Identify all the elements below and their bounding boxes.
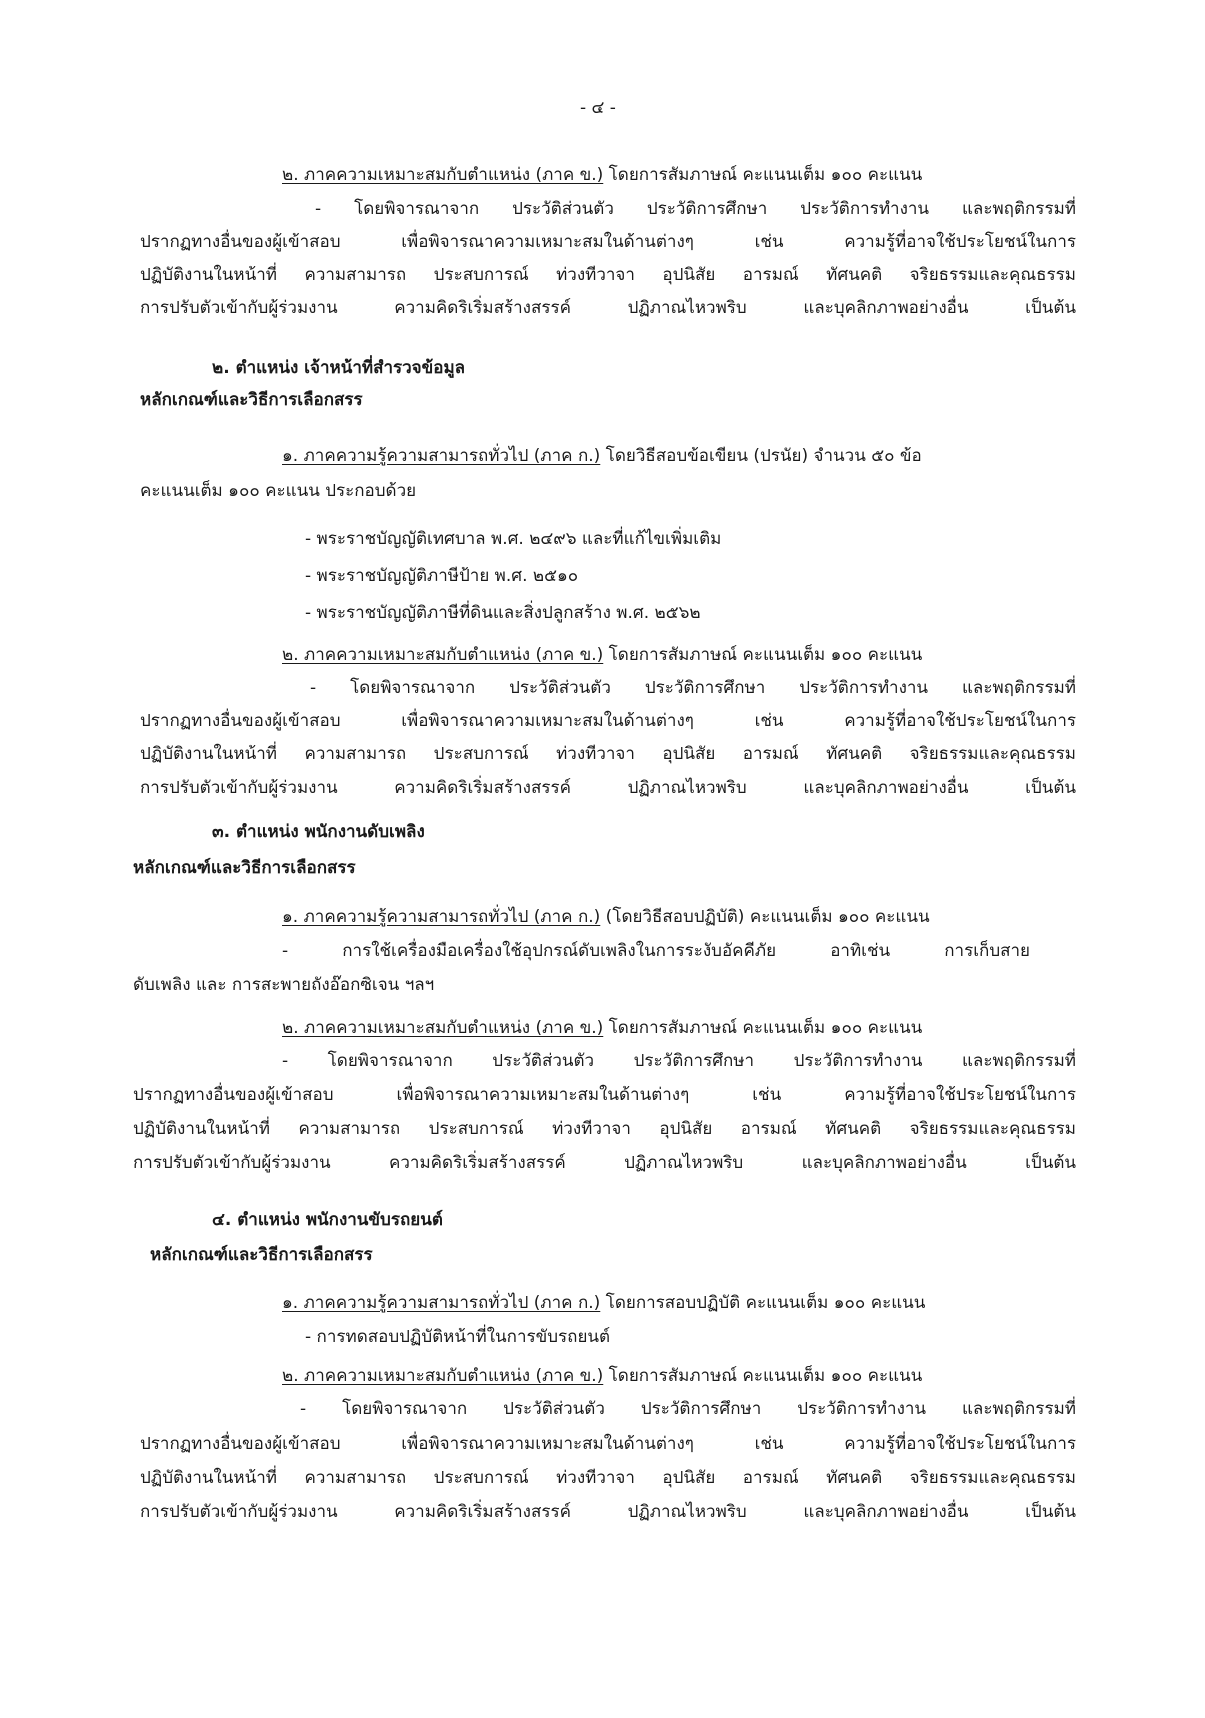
section-4-part-a	[282, 1288, 925, 1318]
section-4-item: - การทดสอบปฏิบัติหน้าที่ในการขับรถยนต์	[305, 1327, 611, 1347]
interview-desc-line-3: ปฏิบัติงานในหน้าที่ ความสามารถ ประสบการณ์ ท่วงทีวาจา อุปนิสัย อารมณ์ ทัศนคติ จริยธรรมและคุณธรรม	[140, 265, 1076, 285]
section-2-part-b	[282, 640, 922, 670]
section-2-desc-line-3: ปฏิบัติงานในหน้าที่ ความสามารถ ประสบการณ์ ท่วงทีวาจา อุปนิสัย อารมณ์ ทัศนคติ จริยธรรมและคุณธรรม	[140, 744, 1076, 764]
section-4-title: ๔. ตำแหน่ง พนักงานขับรถยนต์	[212, 1210, 443, 1230]
interview-part-heading	[282, 160, 922, 190]
section-2-part-a	[282, 441, 922, 471]
part-b-label: ๒. ภาคความเหมาะสมกับตำแหน่ง (ภาค ข.)	[282, 1366, 604, 1386]
section-4-desc-line-4: การปรับตัวเข้ากับผู้ร่วมงาน ความคิดริเริ่มสร้างสรรค์ ปฏิภาณไหวพริบ และบุคลิกภาพอย่างอื่น เป็นต้น	[140, 1502, 1076, 1522]
section-3-item-line-1: - การใช้เครื่องมือเครื่องใช้อุปกรณ์ดับเพลิงในการระงับอัคคีภัย อาทิเช่น การเก็บสาย	[282, 941, 1030, 961]
section-3-item-line-2: ดับเพลิง และ การสะพายถังอ๊อกซิเจน ฯลฯ	[133, 975, 435, 995]
part-b-rest: โดยการสัมภาษณ์ คะแนนเต็ม ๑๐๐ คะแนน	[603, 1018, 923, 1038]
part-a-rest: โดยการสอบปฏิบัติ คะแนนเต็ม ๑๐๐ คะแนน	[600, 1293, 926, 1313]
part-a-rest: โดยวิธีสอบข้อเขียน (ปรนัย) จำนวน ๕๐ ข้อ	[600, 446, 922, 466]
part-a-rest: (โดยวิธีสอบปฏิบัติ) คะแนนเต็ม ๑๐๐ คะแนน	[600, 907, 930, 927]
section-2-part-a-cont: คะแนนเต็ม ๑๐๐ คะแนน ประกอบด้วย	[140, 481, 417, 501]
section-4-desc-line-3: ปฏิบัติงานในหน้าที่ ความสามารถ ประสบการณ์ ท่วงทีวาจา อุปนิสัย อารมณ์ ทัศนคติ จริยธรรมและคุณธรรม	[140, 1468, 1076, 1488]
section-4-desc-line-2: ปรากฏทางอื่นของผู้เข้าสอบ เพื่อพิจารณาความเหมาะสมในด้านต่างๆ เช่น ความรู้ที่อาจใช้ประโยชน์ในการ	[140, 1434, 1076, 1454]
section-2-title: ๒. ตำแหน่ง เจ้าหน้าที่สำรวจข้อมูล	[212, 358, 466, 378]
section-3-part-b	[282, 1013, 922, 1043]
part-b-label: ๒. ภาคความเหมาะสมกับตำแหน่ง (ภาค ข.)	[282, 645, 604, 665]
section-2-desc-line-2: ปรากฏทางอื่นของผู้เข้าสอบ เพื่อพิจารณาความเหมาะสมในด้านต่างๆ เช่น ความรู้ที่อาจใช้ประโยชน์ในการ	[140, 711, 1076, 731]
interview-part-label: ๒. ภาคความเหมาะสมกับตำแหน่ง (ภาค ข.)	[282, 165, 604, 185]
section-4-criteria-heading: หลักเกณฑ์และวิธีการเลือกสรร	[150, 1245, 373, 1265]
part-a-label: ๑. ภาคความรู้ความสามารถทั่วไป (ภาค ก.)	[282, 446, 601, 466]
page-number: - ๔ -	[580, 98, 616, 118]
section-2-criteria-heading: หลักเกณฑ์และวิธีการเลือกสรร	[140, 390, 363, 410]
section-3-desc-line-1: - โดยพิจารณาจาก ประวัติส่วนตัว ประวัติการศึกษา ประวัติการทำงาน และพฤติกรรมที่	[282, 1051, 1076, 1071]
interview-desc-line-1: - โดยพิจารณาจาก ประวัติส่วนตัว ประวัติการศึกษา ประวัติการทำงาน และพฤติกรรมที่	[315, 199, 1076, 219]
section-3-desc-line-4: การปรับตัวเข้ากับผู้ร่วมงาน ความคิดริเริ่มสร้างสรรค์ ปฏิภาณไหวพริบ และบุคลิกภาพอย่างอื่น เป็นต้น	[133, 1153, 1076, 1173]
part-b-rest: โดยการสัมภาษณ์ คะแนนเต็ม ๑๐๐ คะแนน	[603, 645, 923, 665]
section-2-desc-line-1: - โดยพิจารณาจาก ประวัติส่วนตัว ประวัติการศึกษา ประวัติการทำงาน และพฤติกรรมที่	[310, 678, 1076, 698]
section-2-item-2: - พระราชบัญญัติภาษีป้าย พ.ศ. ๒๕๑๐	[305, 566, 579, 586]
section-3-desc-line-3: ปฏิบัติงานในหน้าที่ ความสามารถ ประสบการณ์ ท่วงทีวาจา อุปนิสัย อารมณ์ ทัศนคติ จริยธรรมและคุณธรรม	[133, 1119, 1076, 1139]
section-2-desc-line-4: การปรับตัวเข้ากับผู้ร่วมงาน ความคิดริเริ่มสร้างสรรค์ ปฏิภาณไหวพริบ และบุคลิกภาพอย่างอื่น เป็นต้น	[140, 778, 1076, 798]
part-b-label: ๒. ภาคความเหมาะสมกับตำแหน่ง (ภาค ข.)	[282, 1018, 604, 1038]
section-4-part-b	[282, 1361, 922, 1391]
part-a-label: ๑. ภาคความรู้ความสามารถทั่วไป (ภาค ก.)	[282, 907, 601, 927]
part-a-label: ๑. ภาคความรู้ความสามารถทั่วไป (ภาค ก.)	[282, 1293, 601, 1313]
section-4-desc-line-1: - โดยพิจารณาจาก ประวัติส่วนตัว ประวัติการศึกษา ประวัติการทำงาน และพฤติกรรมที่	[300, 1399, 1076, 1419]
interview-desc-line-2: ปรากฏทางอื่นของผู้เข้าสอบ เพื่อพิจารณาความเหมาะสมในด้านต่างๆ เช่น ความรู้ที่อาจใช้ประโยชน์ในการ	[140, 232, 1076, 252]
section-3-criteria-heading: หลักเกณฑ์และวิธีการเลือกสรร	[133, 858, 356, 878]
section-3-part-a	[282, 902, 930, 932]
section-2-item-3: - พระราชบัญญัติภาษีที่ดินและสิ่งปลูกสร้าง พ.ศ. ๒๕๖๒	[305, 603, 701, 623]
interview-desc-line-4: การปรับตัวเข้ากับผู้ร่วมงาน ความคิดริเริ่มสร้างสรรค์ ปฏิภาณไหวพริบ และบุคลิกภาพอย่างอื่น เป็นต้น	[140, 298, 1076, 318]
section-2-item-1: - พระราชบัญญัติเทศบาล พ.ศ. ๒๔๙๖ และที่แก้ไขเพิ่มเติม	[305, 529, 722, 549]
section-3-desc-line-2: ปรากฏทางอื่นของผู้เข้าสอบ เพื่อพิจารณาความเหมาะสมในด้านต่างๆ เช่น ความรู้ที่อาจใช้ประโยชน์ในการ	[133, 1085, 1076, 1105]
interview-part-rest: โดยการสัมภาษณ์ คะแนนเต็ม ๑๐๐ คะแนน	[603, 165, 923, 185]
part-b-rest: โดยการสัมภาษณ์ คะแนนเต็ม ๑๐๐ คะแนน	[603, 1366, 923, 1386]
section-3-title: ๓. ตำแหน่ง พนักงานดับเพลิง	[212, 822, 425, 842]
